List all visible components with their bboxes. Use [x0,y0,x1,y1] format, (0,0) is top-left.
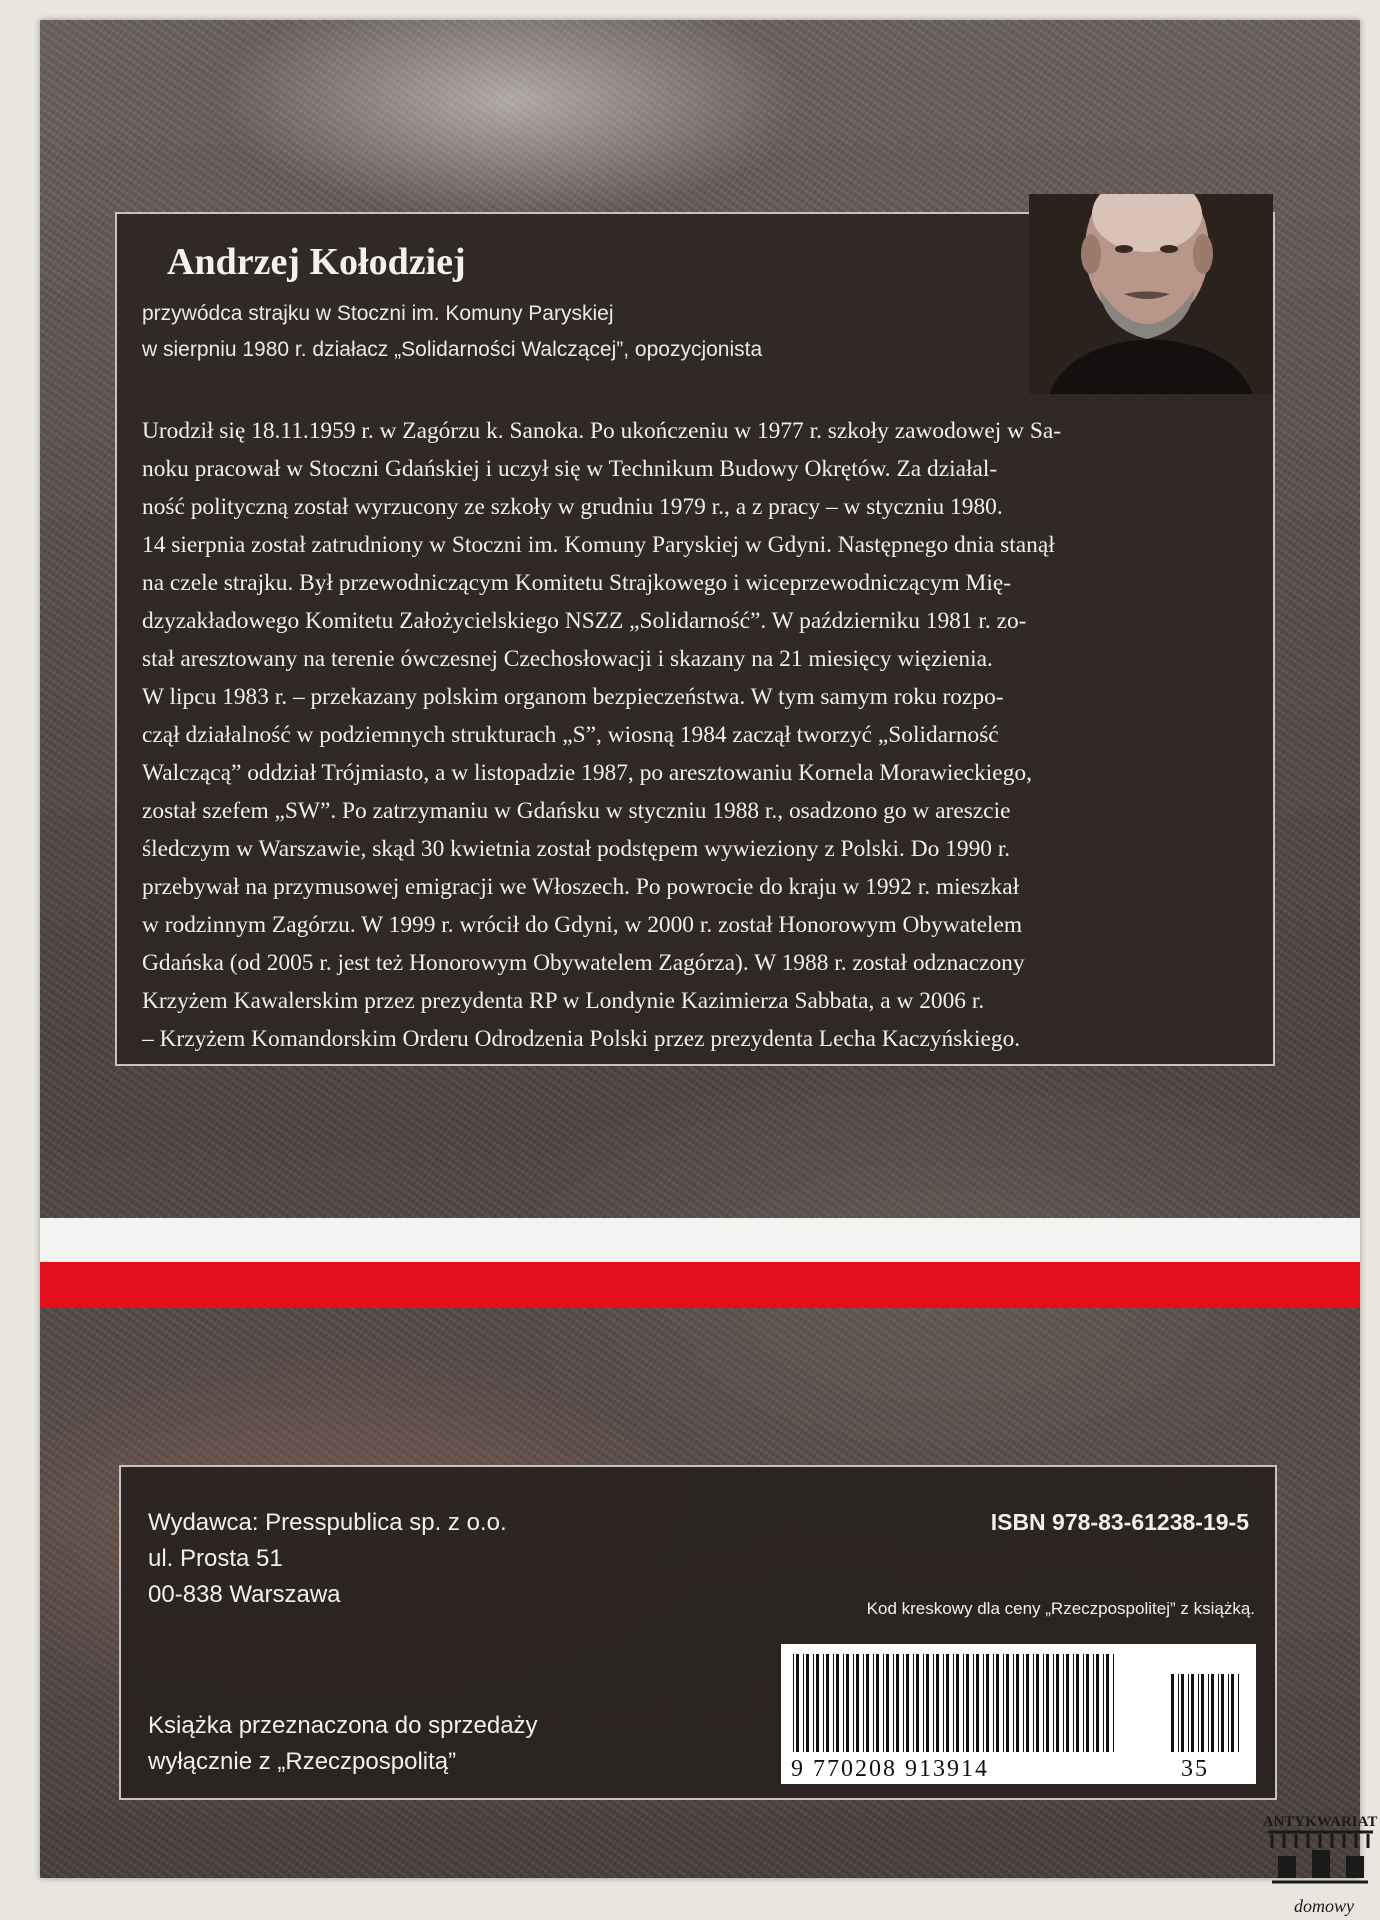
flag-red-stripe [40,1262,1360,1308]
barcode [781,1644,1256,1784]
barcode-bar [923,1654,924,1752]
publisher-panel [119,1465,1277,1800]
publisher-city: 00-838 Warszawa [148,1581,341,1608]
barcode-bar [893,1654,894,1752]
barcode-bar [906,1654,909,1752]
barcode-bar [1096,1654,1099,1752]
bio-line: W lipcu 1983 r. – przekazany polskim organom bezpieczeństwa. W tym samym roku rozpo- [142,684,1004,710]
author-bio-panel [115,212,1275,1066]
barcode-bar [1066,1654,1069,1752]
barcode-bar [1033,1654,1034,1752]
barcode-bar [1181,1674,1184,1752]
barcode-bar [836,1654,839,1752]
barcode-bar [1201,1674,1204,1752]
barcode-bar [953,1654,954,1752]
barcode-bar [913,1654,914,1752]
barcode-bar [1231,1674,1234,1752]
barcode-bar [1063,1654,1064,1752]
barcode-graphic [781,1644,1256,1784]
barcode-bar [853,1654,854,1752]
bio-line: został szefem „SW”. Po zatrzymaniu w Gdańsku w styczniu 1988 r., osadzono go w areszcie [142,798,1011,824]
barcode-bar [1083,1654,1084,1752]
barcode-bar [886,1654,889,1752]
bio-line: Walczącą” oddział Trójmiasto, a w listopadzie 1987, po aresztowaniu Kornela Morawieckiego, [142,760,1032,786]
barcode-bar [866,1654,869,1752]
barcode-bar [1016,1654,1019,1752]
barcode-bar [946,1654,949,1752]
barcode-bar [1053,1654,1054,1752]
sale-note-line1: Książka przeznaczona do sprzedaży [148,1712,538,1739]
barcode-bar [826,1654,829,1752]
barcode-bar [1103,1654,1104,1752]
bio-line: noku pracował w Stoczni Gdańskiej i uczył się w Technikum Budowy Okrętów. Za działal- [142,456,998,482]
barcode-bar [993,1654,994,1752]
watermark-bottom-text: domowy [1294,1896,1354,1916]
barcode-bar [1093,1654,1094,1752]
barcode-bar [903,1654,904,1752]
barcode-bar [1073,1654,1074,1752]
barcode-bar [813,1654,814,1752]
barcode-bar [986,1654,989,1752]
barcode-bar [1238,1674,1239,1752]
barcode-bar [1056,1654,1059,1752]
barcode-bars-addon [1171,1674,1239,1752]
barcode-bar [896,1654,899,1752]
bio-line: Gdańska (od 2005 r. jest też Honorowym Obywatelem Zagórza). W 1988 r. został odznaczony [142,950,1025,976]
barcode-bar [876,1654,879,1752]
author-role-line1: przywódca strajku w Stoczni im. Komuny Paryskiej [142,302,614,325]
barcode-bar [1003,1654,1004,1752]
barcode-bar [806,1654,809,1752]
barcode-bar [846,1654,849,1752]
flag-white-stripe [40,1218,1360,1262]
barcode-bar [1228,1674,1229,1752]
barcode-bar [863,1654,864,1752]
barcode-bar [1026,1654,1029,1752]
antykwariat-watermark [1258,1808,1380,1920]
bio-line: w rodzinnym Zagórzu. W 1999 r. wrócił do Gdyni, w 2000 r. został Honorowym Obywatelem [142,912,1023,938]
bio-line: Urodził się 18.11.1959 r. w Zagórzu k. Sanoka. Po ukończeniu w 1977 r. szkoły zawodowej w Sa- [142,418,1061,444]
bio-line: stał aresztowany na terenie ówczesnej Czechosłowacji i skazany na 21 miesięcy więzienia. [142,646,993,672]
barcode-bars-main [793,1654,1114,1752]
barcode-bar [1023,1654,1024,1752]
author-photo [1029,194,1273,394]
barcode-bar [976,1654,979,1752]
watermark-top-text: ANTYKWARIAT [1262,1814,1378,1830]
sale-note-line2: wyłącznie z „Rzeczpospolitą” [148,1748,457,1775]
bio-line: na czele strajku. Był przewodniczącym Komitetu Strajkowego i wiceprzewodniczącym Mię- [142,570,1012,596]
bio-line: śledczym w Warszawie, skąd 30 kwietnia został podstępem wywieziony z Polski. Do 1990 r. [142,836,1011,862]
author-name: Andrzej Kołodziej [167,241,466,283]
bio-line: dzyzakładowego Komitetu Założycielskiego NSZZ „Solidarność”. W październiku 1981 r. zo- [142,608,1027,634]
barcode-bar [843,1654,844,1752]
bio-line: ność polityczną został wyrzucony ze szkoły w grudniu 1979 r., a z pracy – w styczniu 1980. [142,494,1003,520]
barcode-bar [1043,1654,1044,1752]
barcode-digits-main: 9 770208 913914 [791,1756,989,1782]
barcode-bar [1006,1654,1009,1752]
barcode-bar [823,1654,824,1752]
barcode-bar [1086,1654,1089,1752]
barcode-bar [963,1654,964,1752]
barcode-bar [966,1654,969,1752]
bio-line: 14 sierpnia został zatrudniony w Stoczni im. Komuny Paryskiej w Gdyni. Następnego dnia stanął [142,532,1055,558]
barcode-bar [1191,1674,1194,1752]
barcode-bar [1208,1674,1209,1752]
barcode-bar [1036,1654,1039,1752]
barcode-bar [1221,1674,1224,1752]
bio-line: czął działalność w podziemnych strukturach „S”, wiosną 1984 zaczął tworzyć „Solidarność [142,722,999,748]
barcode-bar [1178,1674,1179,1752]
barcode-bar [1218,1674,1219,1752]
barcode-digits-addon: 35 [1181,1756,1209,1782]
barcode-bar [883,1654,884,1752]
barcode-bar [1013,1654,1014,1752]
barcode-bar [973,1654,974,1752]
barcode-bar [926,1654,929,1752]
barcode-bar [933,1654,934,1752]
barcode-bar [1106,1654,1109,1752]
barcode-bar [833,1654,834,1752]
barcode-bar [816,1654,819,1752]
bio-line: – Krzyżem Komandorskim Orderu Odrodzenia Polski przez prezydenta Lecha Kaczyńskiego. [142,1026,1021,1052]
barcode-bar [1046,1654,1049,1752]
barcode-bar [996,1654,999,1752]
barcode-bar [1188,1674,1189,1752]
book-back-cover [40,20,1378,1916]
barcode-bar [796,1654,799,1752]
barcode-bar [936,1654,939,1752]
isbn-label: ISBN 978-83-61238-19-5 [990,1509,1249,1535]
barcode-bar [956,1654,959,1752]
barcode-bar [1211,1674,1214,1752]
barcode-bar [1171,1674,1174,1752]
barcode-bar [1198,1674,1199,1752]
barcode-bar [873,1654,874,1752]
barcode-bar [943,1654,944,1752]
author-role-line2: w sierpniu 1980 r. działacz „Solidarności Walczącej”, opozycjonista [142,338,763,361]
barcode-bar [1113,1654,1114,1752]
barcode-bar [916,1654,919,1752]
barcode-bar [1076,1654,1079,1752]
barcode-bar [983,1654,984,1752]
barcode-note: Kod kreskowy dla ceny „Rzeczpospolitej” z książką. [866,1599,1255,1618]
author-biography [142,412,1256,1058]
publisher-street: ul. Prosta 51 [148,1545,283,1572]
bio-line: Krzyżem Kawalerskim przez prezydenta RP w Londynie Kazimierza Sabbata, a w 2006 r. [142,988,985,1014]
bio-line: przebywał na przymusowej emigracji we Włoszech. Po powrocie do kraju w 1992 r. mieszkał [142,874,1020,900]
barcode-bar [856,1654,859,1752]
publisher-name: Wydawca: Presspublica sp. z o.o. [148,1509,507,1536]
barcode-bar [793,1654,794,1752]
barcode-bar [803,1654,804,1752]
